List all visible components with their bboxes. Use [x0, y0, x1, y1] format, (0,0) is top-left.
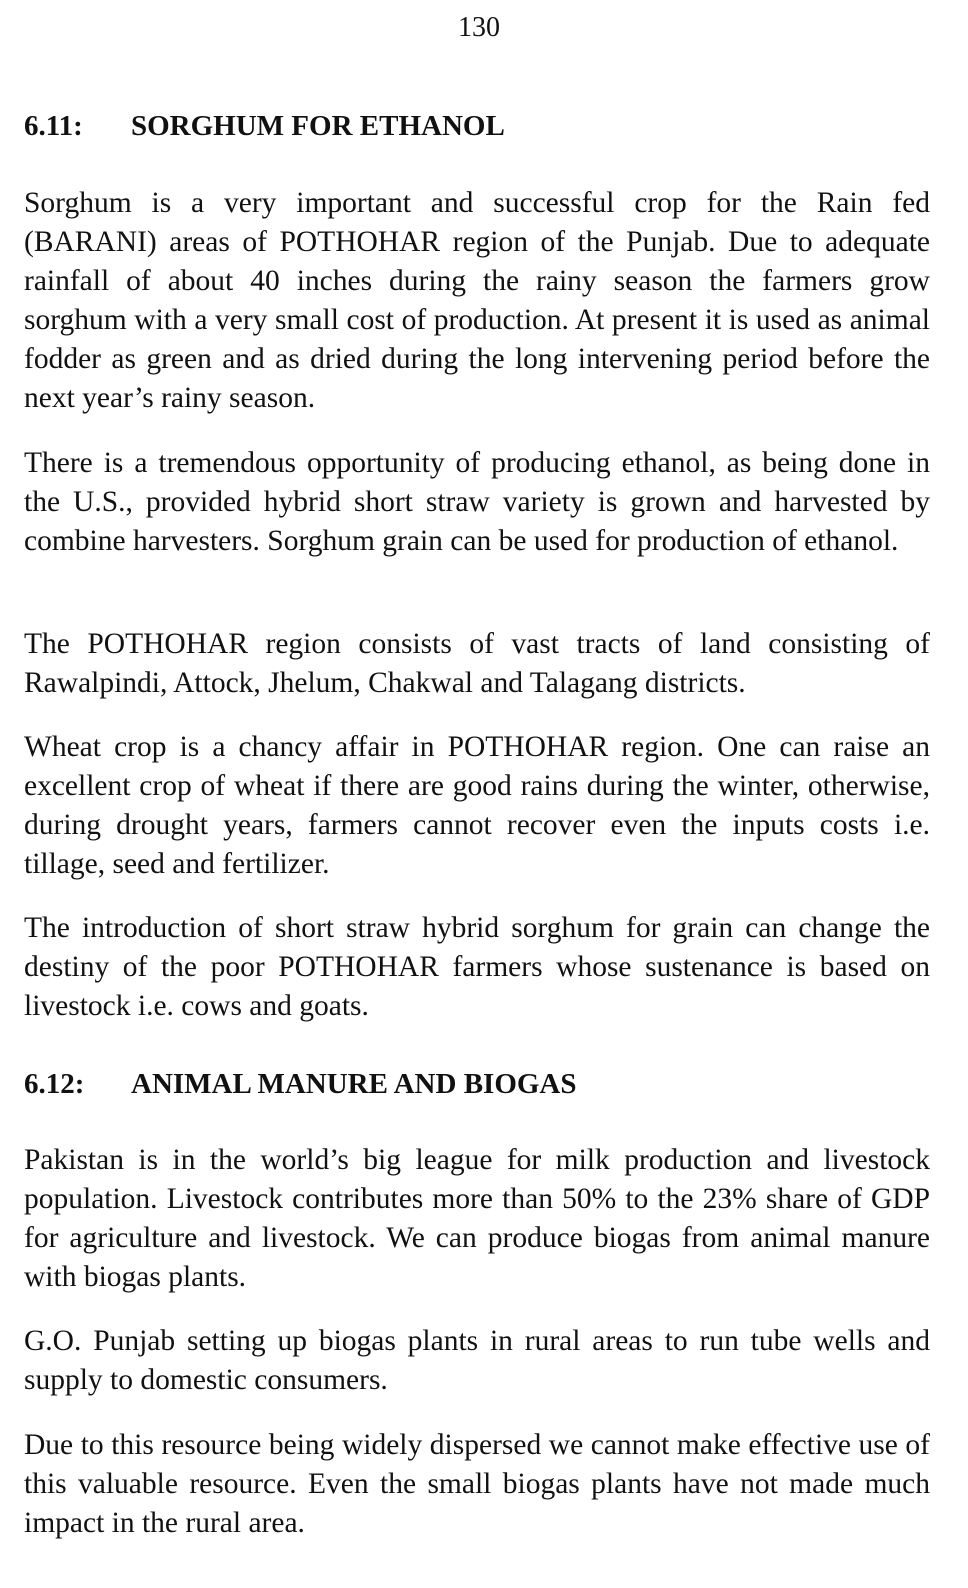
section-heading-6-11 [24, 108, 505, 144]
paragraph: Wheat crop is a chancy affair in POTHOHAR region. One can raise an excellent crop of wheat if there are good rains during the winter, otherwise, during drought years, farmers cannot recover even the inputs costs i.e. tillage, seed and fertilizer. [24, 731, 930, 880]
paragraph: Pakistan is in the world’s big league for milk production and livestock population. Livestock contributes more than 50% to the 23% share of GDP for agriculture and livestock. We can produce biogas from animal manure with biogas plants. [24, 1144, 930, 1293]
section-title: SORGHUM FOR ETHANOL [131, 110, 505, 142]
paragraph: Sorghum is a very important and successful crop for the Rain fed (BARANI) areas of POTHOHAR region of the Punjab. Due to adequate rainfall of about 40 inches during the rainy season the farmers grow sorghum with a very small cost of production. At present it is used as animal fodder as green and as dried during the long intervening period before the next year’s rainy season. [24, 187, 930, 414]
paragraph: Due to this resource being widely dispersed we cannot make effective use of this valuable resource. Even the small biogas plants have not made much impact in the rural area. [24, 1429, 930, 1539]
paragraph: The POTHOHAR region consists of vast tracts of land consisting of Rawalpindi, Attock, Jhelum, Chakwal and Talagang districts. [24, 628, 930, 699]
section-heading-6-12 [24, 1066, 577, 1102]
paragraph: There is a tremendous opportunity of producing ethanol, as being done in the U.S., provided hybrid short straw variety is grown and harvested by combine harvesters. Sorghum grain can be used for production of ethanol. [24, 447, 930, 557]
section-title: ANIMAL MANURE AND BIOGAS [131, 1068, 577, 1100]
section-number: 6.11: [24, 110, 83, 142]
paragraph: The introduction of short straw hybrid sorghum for grain can change the destiny of the poor POTHOHAR farmers whose sustenance is based on livestock i.e. cows and goats. [24, 912, 930, 1022]
paragraph: G.O. Punjab setting up biogas plants in rural areas to run tube wells and supply to domestic consumers. [24, 1325, 930, 1396]
page-number: 130 [458, 12, 500, 43]
section-number: 6.12: [24, 1068, 85, 1100]
